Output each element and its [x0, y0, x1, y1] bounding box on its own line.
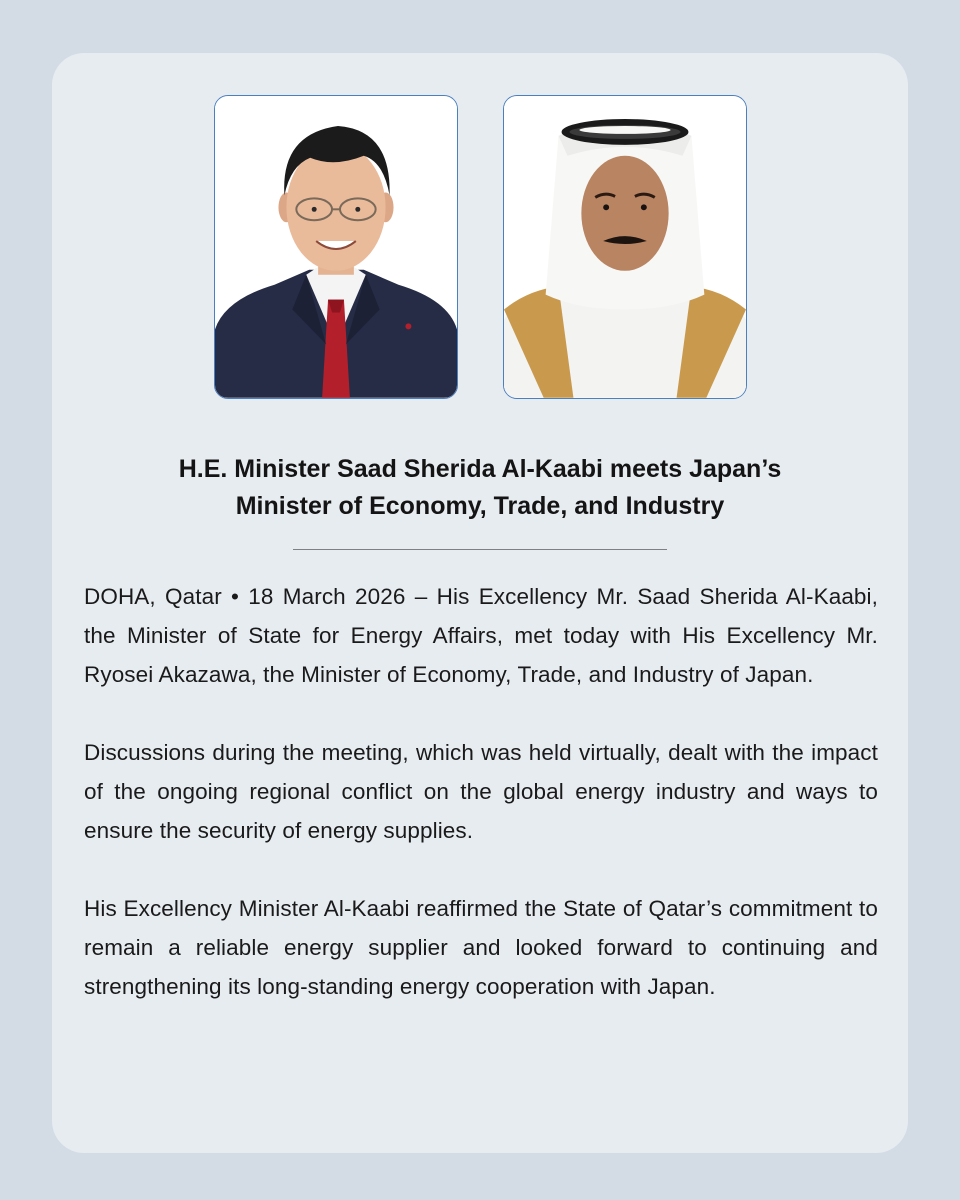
portrait-japan-minister [214, 95, 458, 399]
paragraph-2: Discussions during the meeting, which was held virtually, dealt with the impact of the ongoing regional conflict on the global energy industry and ways to ensure the security of energy supplies. [84, 740, 878, 843]
press-release-card [52, 53, 908, 1153]
portrait-qatar-minister [503, 95, 747, 399]
article-body [84, 577, 878, 1006]
headline-line-2: Minister of Economy, Trade, and Industry [235, 492, 725, 520]
paragraph-1: DOHA, Qatar • 18 March 2026 – His Excellency Mr. Saad Sherida Al-Kaabi, the Minister of State for Energy Affairs, met today with His Excellency Mr. Ryosei Akazawa, the Minister of Economy, Trade, and Industry of Japan. [84, 584, 878, 687]
paragraph-3: His Excellency Minister Al-Kaabi reaffirmed the State of Qatar’s commitment to remain a reliable energy supplier and looked forward to continuing and strengthening its long-standing energy cooperation with Japan. [84, 896, 878, 999]
divider [293, 549, 667, 550]
headline [52, 451, 908, 525]
headline-line-1: H.E. Minister Saad Sherida Al-Kaabi meets Japan’s [178, 455, 782, 483]
